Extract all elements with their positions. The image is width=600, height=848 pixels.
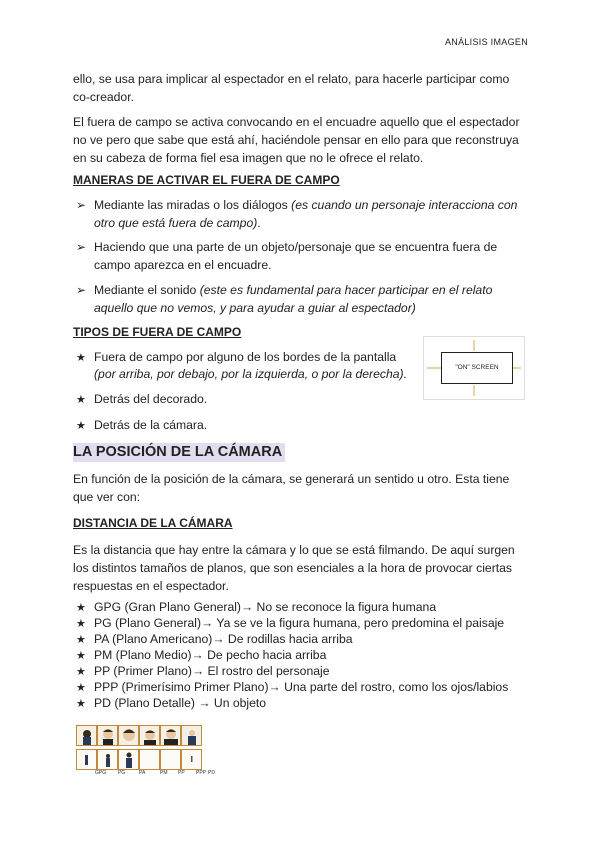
- shot-frame: [181, 725, 202, 746]
- star-bullet-icon: ★: [76, 634, 86, 646]
- star-bullet-icon: ★: [76, 394, 86, 406]
- star-bullet-icon: ★: [76, 420, 86, 432]
- list-item: PA (Plano Americano)→ De rodillas hacia arriba: [94, 632, 353, 646]
- shot-label: PG: [118, 770, 126, 776]
- shot-frame: [160, 749, 181, 770]
- list-item: PD (Plano Detalle) → Un objeto: [94, 696, 267, 710]
- heading-tipos: TIPOS DE FUERA DE CAMPO: [73, 325, 242, 339]
- star-bullet-icon: ★: [76, 650, 86, 662]
- heading-distancia: DISTANCIA DE LA CÁMARA: [73, 516, 233, 530]
- shot-frame: [76, 725, 97, 746]
- list-item: Detrás de la cámara.: [94, 418, 208, 432]
- paragraph-posicion: En función de la posición de la cámara, se generará un sentido u otro. Esta tiene que ver con:: [73, 472, 510, 504]
- star-bullet-icon: ★: [76, 666, 86, 678]
- star-bullet-icon: ★: [76, 602, 86, 614]
- list-item: GPG (Gran Plano General)→ No se reconoce la figura humana: [94, 600, 437, 614]
- list-item: PP (Primer Plano)→ El rostro del personaje: [94, 664, 330, 678]
- paragraph-fuera-de-campo: El fuera de campo se activa convocando en el encuadre aquello que el espectador no ve pero que sabe que está ahí, haciéndole pensar en ello para que reconstruya en su cabeza de forma fiel esa imagen que no le ofrece el relato.: [73, 115, 520, 165]
- list-item: PPP (Primerísimo Primer Plano)→ Una parte del rostro, como los ojos/labios: [94, 680, 509, 694]
- paragraph-distancia: Es la distancia que hay entre la cámara y lo que se está filmando. De aquí surgen los distintos tamaños de planos, que son esenciales a la hora de provocar ciertas respuestas en el espectador.: [73, 543, 515, 593]
- shot-frame: [139, 725, 160, 746]
- list-item: PM (Plano Medio)→ De pecho hacia arriba: [94, 648, 327, 662]
- heading-maneras: MANERAS DE ACTIVAR EL FUERA DE CAMPO: [73, 173, 340, 187]
- shot-label: GPG: [95, 770, 107, 776]
- list-item: Mediante el sonido (este es fundamental para hacer participar en el relato aquello que no vemos, y para ayudar a guiar al espectador): [94, 283, 493, 315]
- shot-label: PA: [139, 770, 146, 776]
- arrow-bullet-icon: ➢: [76, 198, 87, 212]
- arrow-bullet-icon: ➢: [76, 240, 87, 254]
- list-item: PG (Plano General)→ Ya se ve la figura humana, pero predomina el paisaje: [94, 616, 505, 630]
- arrow-bullet-icon: ➢: [76, 283, 87, 297]
- star-bullet-icon: ★: [76, 682, 86, 694]
- section-title-posicion: LA POSICIÓN DE LA CÁMARA: [73, 443, 285, 462]
- shot-label: PP: [178, 770, 185, 776]
- shot-label: PD: [208, 770, 215, 776]
- shot-frame: [118, 749, 139, 770]
- paragraph-intro: ello, se usa para implicar al espectador en el relato, para hacerle participar como co-creador.: [73, 72, 510, 104]
- shot-frame: [76, 749, 97, 770]
- star-bullet-icon: ★: [76, 698, 86, 710]
- shot-frame: [118, 725, 139, 746]
- list-item: Fuera de campo por alguno de los bordes de la pantalla (por arriba, por debajo, por la izquierda, o por la derecha).: [94, 350, 407, 381]
- shot-frame: [160, 725, 181, 746]
- list-item: Detrás del decorado.: [94, 392, 208, 406]
- shot-frame: [139, 749, 160, 770]
- list-item: Haciendo que una parte de un objeto/personaje que se encuentra fuera de campo aparezca en el encuadre.: [94, 240, 498, 272]
- page-header: ANÁLISIS IMAGEN: [444, 37, 528, 47]
- shot-frame: [97, 749, 118, 770]
- on-screen-frame: "ON" SCREEN: [441, 352, 513, 384]
- list-item: Mediante las miradas o los diálogos (es cuando un personaje interacciona con otro que está fuera de campo).: [94, 198, 518, 230]
- star-bullet-icon: ★: [76, 618, 86, 630]
- shot-label: PM: [160, 770, 168, 776]
- shot-label: PPP: [196, 770, 207, 776]
- shot-frame: [97, 725, 118, 746]
- star-bullet-icon: ★: [76, 352, 86, 364]
- shot-frame: [181, 749, 202, 770]
